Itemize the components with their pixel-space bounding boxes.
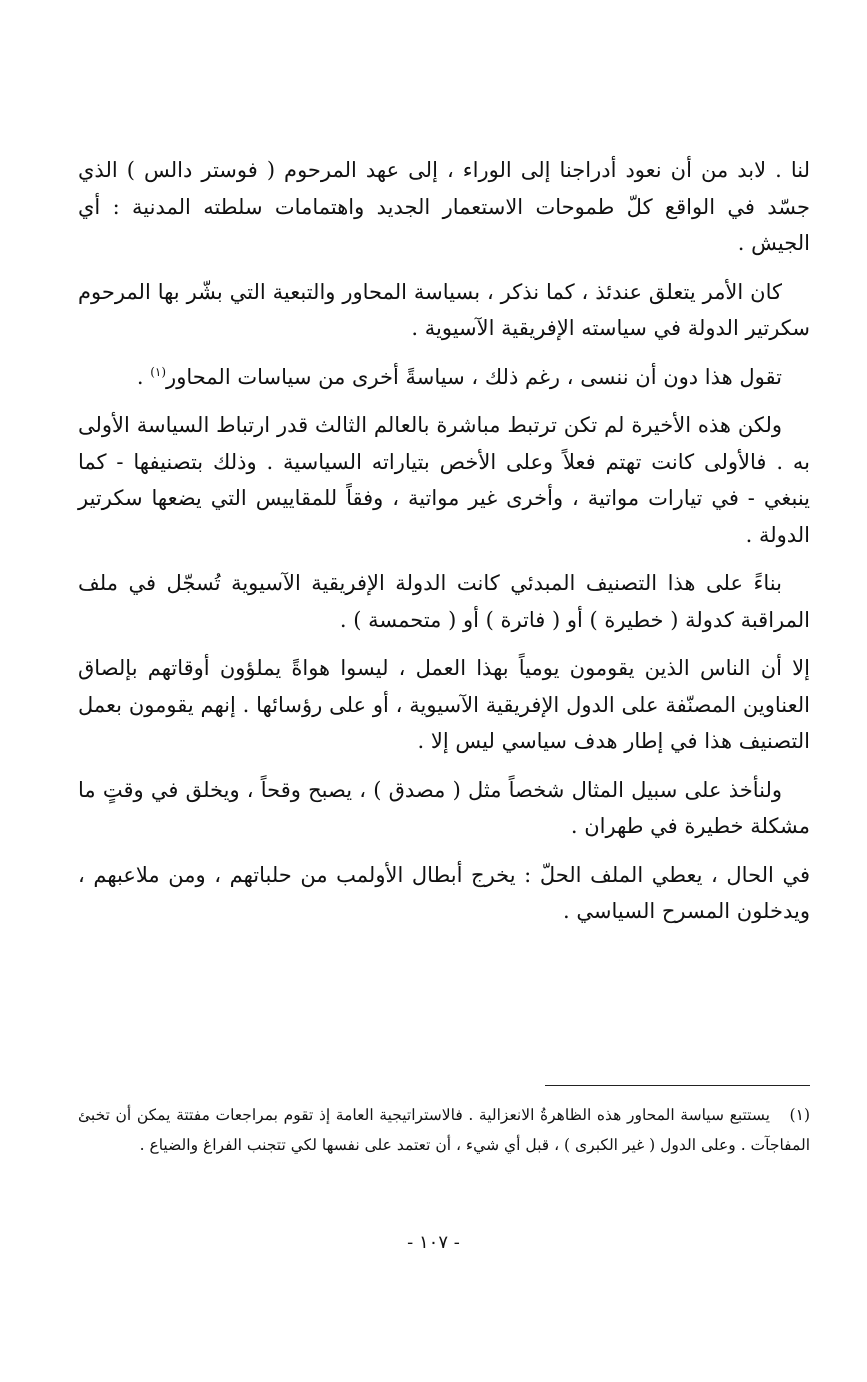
footnote-text: يستتبع سياسة المحاور هذه الظاهرةُ الانعزالية . فالاستراتيجية العامة إذ تقوم بمراجعات مفتتة يمكن أن تخبئ المفاجآت . وعلى الدول ( غير الكبرى ) ، قبل أي شيء ، أن تعتمد على نفسها لكي تتجنب الفراغ والضياع .: [78, 1106, 810, 1154]
footnote-divider: [545, 1085, 810, 1086]
main-text: [78, 152, 810, 942]
paragraph-2: كان الأمر يتعلق عندئذ ، كما نذكر ، بسياسة المحاور والتبعية التي بشّر بها المرحوم سكرتير الدولة في سياسته الإفريقية الآسيوية .: [78, 279, 810, 340]
page-number: - ١٠٧ -: [407, 1232, 460, 1253]
paragraph-8: في الحال ، يعطي الملف الحلّ : يخرج أبطال الأولمب من حلباتهم ، ومن ملاعبهم ، ويدخلون المسرح السياسي .: [78, 862, 810, 923]
paragraph-3-text: تقول هذا دون أن ننسى ، رغم ذلك ، سياسةً أخرى من سياسات المحاور: [166, 364, 782, 389]
footnote-number: (١): [789, 1106, 810, 1124]
footnote: [78, 1100, 810, 1160]
paragraph-1: لنا . لابد من أن نعود أدراجنا إلى الوراء ، إلى عهد المرحوم ( فوستر دالس ) الذي جسّد في الواقع كلّ طموحات الاستعمار الجديد واهتمامات سلطته المدنية : أي الجيش .: [78, 158, 810, 255]
paragraph-4: ولكن هذه الأخيرة لم تكن ترتبط مباشرة بالعالم الثالث قدر ارتباط السياسة الأولى به . فالأولى كانت تهتم فعلاً وعلى الأخص بتياراته السياسية . وذلك بتصنيفها - كما ينبغي - في تيارات مواتية ، وأخرى غير مواتية ، وفقاً للمقاييس التي يضعها سكرتير الدولة .: [78, 413, 810, 547]
paragraph-7: ولنأخذ على سبيل المثال شخصاً مثل ( مصدق ) ، يصبح وقحاً ، ويخلق في وقتٍ ما مشكلة خطيرة في طهران .: [78, 777, 810, 838]
paragraph-5: بناءً على هذا التصنيف المبدئي كانت الدولة الإفريقية الآسيوية تُسجّل في ملف المراقبة كدولة ( خطيرة ) أو ( فاترة ) أو ( متحمسة ) .: [78, 571, 810, 632]
paragraph-3: [78, 359, 810, 396]
footnote-reference: (١): [150, 364, 167, 379]
paragraph-3-tail: .: [136, 364, 151, 389]
paragraph-6: إلا أن الناس الذين يقومون يومياً بهذا العمل ، ليسوا هواةً يملؤون أوقاتهم بإلصاق العناوين المصنّفة على الدول الإفريقية الآسيوية ، أو على رؤسائها . إنهم يقومون بعمل التصنيف هذا في إطار هدف سياسي ليس إلا .: [78, 656, 810, 753]
